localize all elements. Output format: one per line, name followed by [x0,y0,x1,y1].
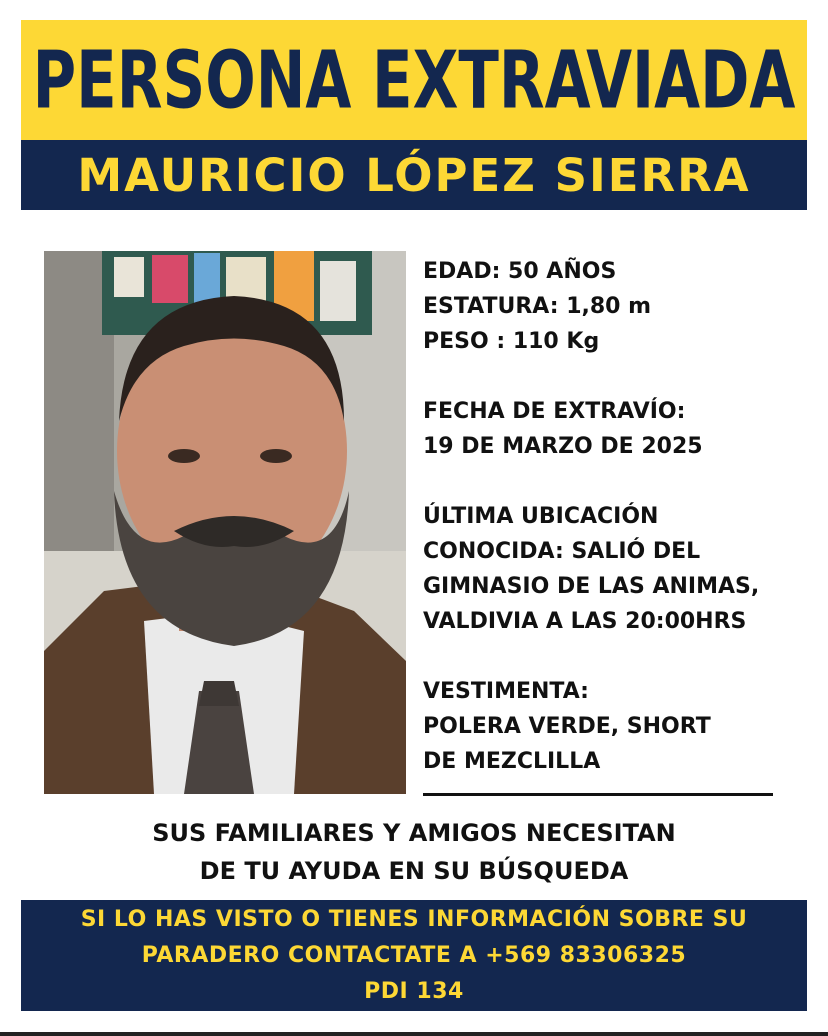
location-line: CONOCIDA: SALIÓ DEL [423,539,701,564]
clothing-line: POLERA VERDE, SHORT [423,714,711,739]
person-name: MAURICIO LÓPEZ SIERRA [77,148,751,202]
age-text: EDAD: 50 AÑOS [423,259,617,284]
contact-banner [21,900,807,1011]
person-photo [44,251,406,794]
clothing-line: DE MEZCLILLA [423,749,601,774]
family-message-line: SUS FAMILIARES Y AMIGOS NECESITAN [152,819,676,847]
family-message-line: DE TU AYUDA EN SU BÚSQUEDA [199,857,629,885]
contact-line: PARADERO CONTACTATE A +569 83306325 [141,942,687,968]
height-text: ESTATURA: 1,80 m [423,294,652,319]
location-line: GIMNASIO DE LAS ANIMAS, [423,574,760,599]
details-block [423,254,813,779]
bottom-divider [0,1032,828,1036]
name-banner [21,140,807,210]
weight-text: PESO : 110 Kg [423,329,600,354]
details-divider [423,793,773,796]
location-line: VALDIVIA A LAS 20:00HRS [423,609,747,634]
family-message [0,814,828,890]
location-line: ÚLTIMA UBICACIÓN [423,504,659,529]
contact-line: PDI 134 [364,978,464,1004]
title-banner [21,20,807,140]
person-photo-illustration [44,251,406,794]
date-label: FECHA DE EXTRAVÍO: [423,399,686,424]
poster-title: PERSONA EXTRAVIADA [32,33,796,127]
date-value: 19 DE MARZO DE 2025 [423,434,703,459]
contact-line: SI LO HAS VISTO O TIENES INFORMACIÓN SOBRE SU [80,906,748,932]
clothing-label: VESTIMENTA: [423,679,589,704]
